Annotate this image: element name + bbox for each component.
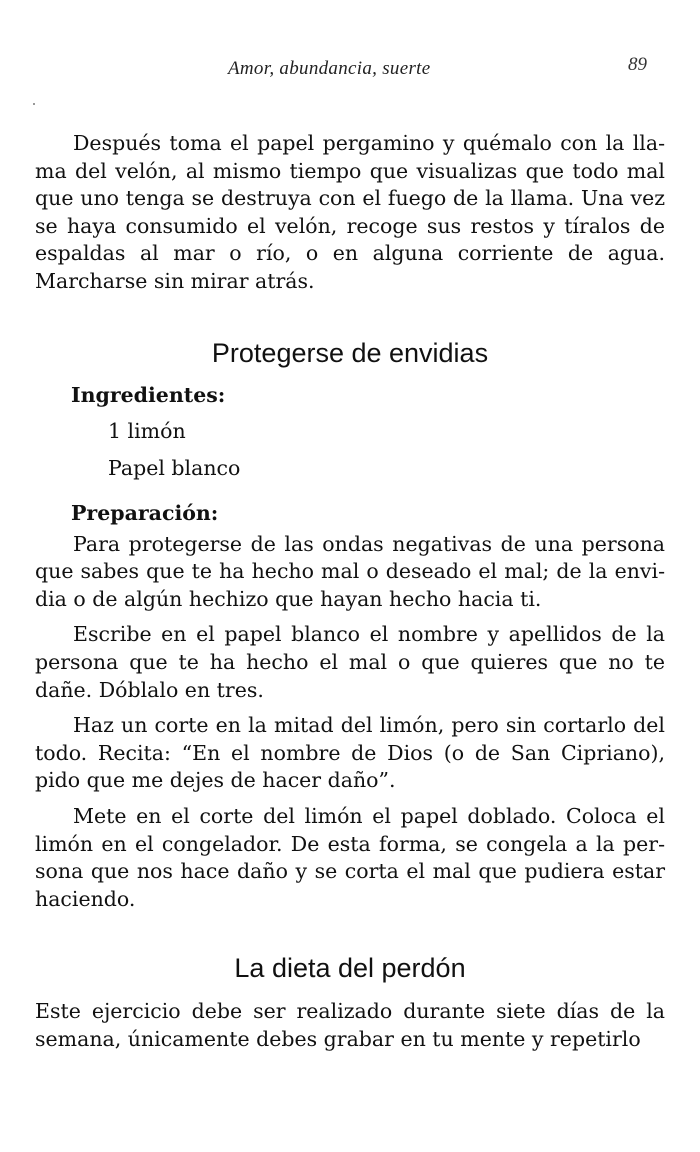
preparation-label: Preparación:	[71, 500, 219, 525]
preparation-paragraph: Haz un corte en la mitad del limón, pero sin cortarlo del todo. Recita: “En el nombre de Dios (o de San Cipriano), pido que me dejes de hacer daño”.	[35, 713, 665, 793]
running-title: Amor, abundancia, suerte	[228, 58, 431, 79]
ingredient-item: 1 limón	[108, 418, 186, 443]
scan-speck	[33, 103, 35, 105]
ingredient-item: Papel blanco	[108, 455, 241, 480]
section-title-dieta: La dieta del perdón	[234, 953, 466, 984]
section-title-protegerse: Protegerse de envidias	[211, 337, 489, 368]
preparation-paragraph: Para protegerse de las ondas negativas de una persona que sabes que te ha hecho mal o deseado el mal; de la envidia o de algún hechizo que hayan hecho hacia ti.	[35, 531, 665, 611]
page-body	[35, 130, 665, 1061]
running-header	[0, 54, 700, 84]
ingredient-list	[35, 413, 665, 487]
intro-paragraph: Después toma el papel pergamino y quémalo con la llama del velón, al mismo tiempo que visualizas que todo mal que uno tenga se destruya con el fuego de la llama. Una vez se haya consumido el velón, recoge sus restos y tíralos de espaldas al mar o río, o en alguna corriente de agua. Marcharse sin mirar atrás.	[35, 131, 665, 293]
page-number: 89	[628, 54, 647, 75]
dieta-paragraph: Este ejercicio debe ser realizado durante siete días de la semana, únicamente debes grabar en tu mente y repetirlo	[35, 999, 665, 1051]
preparation-paragraph: Mete en el corte del limón el papel doblado. Coloca el limón en el congelador. De esta forma, se congela a la persona que nos hace daño y se corta el mal que pudiera estar haciendo.	[35, 803, 665, 911]
preparation-paragraph: Escribe en el papel blanco el nombre y apellidos de la persona que te ha hecho el mal o que quieres que no te dañe. Dóblalo en tres.	[35, 622, 665, 702]
ingredients-label: Ingredientes:	[71, 382, 226, 407]
